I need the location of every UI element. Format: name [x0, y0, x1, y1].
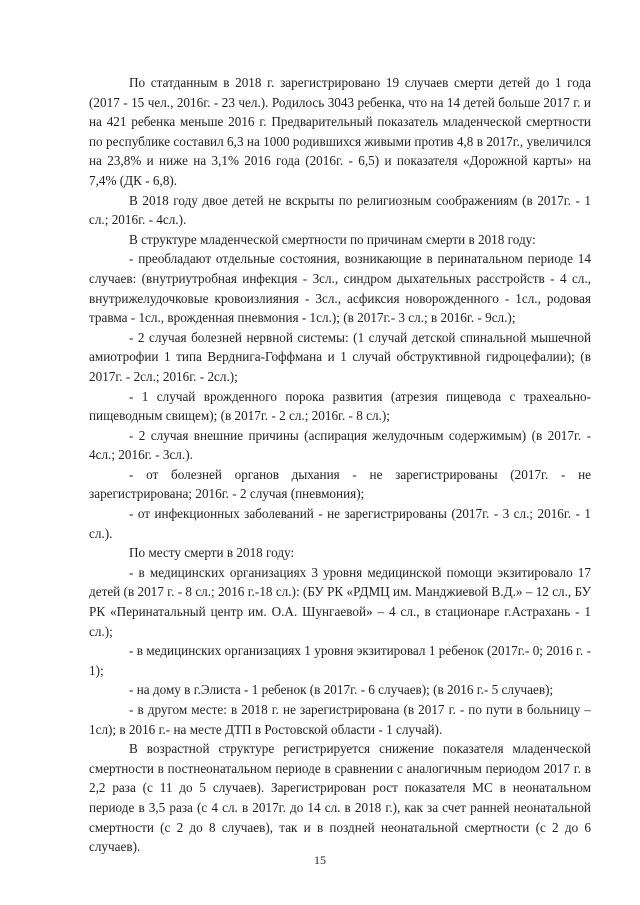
paragraph-age-structure: В возрастной структуре регистрируется снижение показателя младенческой смертности в постнеонатальном периоде в сравнении с аналогичным периодом 2017 г. в 2,2 раза (с 11 до 5 случаев). Зарегистрирован рост показателя МС в неонатальном периоде в 3,5 раза (с 4 сл. в 2017г. до 14 сл. в 2018 г.), как за счет ранней неонатальной смертности (с 2 до 8 случаев), так и в поздней неонатальной смертности (с 2 до 6 случаев).	[89, 741, 591, 855]
page-number: 15	[314, 853, 326, 867]
paragraph-respiratory: - от болезней органов дыхания - не зарегистрированы (2017г. - не зарегистрирована; 2016г. - 2 случая (пневмония);	[89, 466, 591, 502]
paragraph-structure-heading: В структуре младенческой смертности по причинам смерти в 2018 году:	[129, 231, 536, 247]
paragraph-autopsy: В 2018 году двое детей не вскрыты по религиозным соображениям (в 2017г. - 1 сл.; 2016г. - 4сл.).	[89, 192, 591, 228]
paragraph-home: - на дому в г.Элиста - 1 ребенок (в 2017г. - 6 случаев); (в 2016 г.- 5 случаев);	[129, 682, 554, 698]
body-text	[89, 73, 591, 857]
paragraph-statistics: По статданным в 2018 г. зарегистрировано 19 случаев смерти детей до 1 года (2017 - 15 чел., 2016г. - 23 чел.). Родилось 3043 ребенка, что на 14 детей больше 2017 г. и на 421 ребенка меньше 2016 г. Предварительный показатель младенческой смертности по республике составил 6,3 на 1000 родившихся живыми против 4,8 в 2017г., увеличился на 23,8% и ниже на 3,1% 2016 года (2016г. - 6,5) и показателя «Дорожной карты» на 7,4% (ДК - 6,8).	[89, 75, 591, 188]
paragraph-congenital: - 1 случай врожденного порока развития (атрезия пищевода с трахеально-пищеводным свищем); (в 2017г. - 2 сл.; 2016г. - 8 сл.);	[89, 388, 591, 424]
paragraph-nervous-system: - 2 случая болезней нервной системы: (1 случай детской спинальной мышечной амиотрофии 1 типа Верднига-Гоффмана и 1 случай обструктивной гидроцефалии); (в 2017г. - 2сл.; 2016г. - 2сл.);	[89, 329, 591, 384]
paragraph-external-causes: - 2 случая внешние причины (аспирация желудочным содержимым) (в 2017г. - 4сл.; 2016г. - 3сл.).	[89, 427, 591, 463]
paragraph-infectious: - от инфекционных заболеваний - не зарегистрированы (2017г. - 3 сл.; 2016г. - 1 сл.).	[89, 506, 591, 541]
paragraph-level1: - в медицинских организациях 1 уровня экзитировал 1 ребенок (2017г.- 0; 2016 г. - 1);	[89, 643, 591, 678]
paragraph-level3: - в медицинских организациях 3 уровня медицинской помощи экзитировало 17 детей (в 2017 г. - 8 сл.; 2016 г.-18 сл.): (БУ РК «РДМЦ им. Манджиевой В.Д.» – 12 сл., БУ РК «Перинатальный центр им. О.А. Шунгаевой» – 4 сл., в стационаре г.Астрахань - 1 сл.);	[89, 564, 591, 639]
paragraph-place-heading: По месту смерти в 2018 году:	[129, 545, 295, 561]
paragraph-perinatal: - преобладают отдельные состояния, возникающие в перинатальном периоде 14 случаев: (внутриутробная инфекция - 3сл., синдром дыхательных расстройств - 4 сл., внутрижелудочковые кровоизлияния - 3сл., асфиксия новорожденного - 1сл., родовая травма - 1сл., врожденная пневмония - 1сл.); (в 2017г.- 3 сл.; в 2016г. - 9сл.);	[89, 251, 591, 326]
paragraph-other-place: - в другом месте: в 2018 г. не зарегистрирована (в 2017 г. - по пути в больницу – 1сл); в 2016 г.- на месте ДТП в Ростовской области - 1 случай).	[89, 702, 591, 737]
